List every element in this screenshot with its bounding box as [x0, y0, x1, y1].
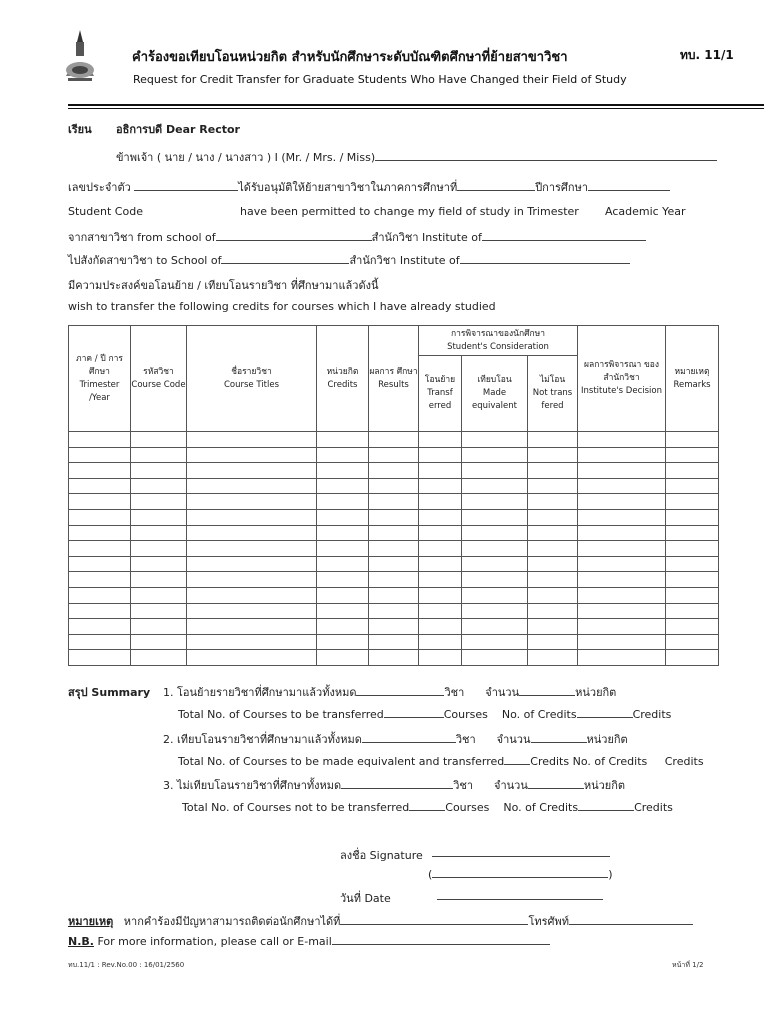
- header-student-consideration: การพิจารณาของนักศึกษา Student's Consideration: [419, 326, 578, 356]
- header-divider-thin: [68, 108, 764, 109]
- summary-label: สรุป Summary: [68, 686, 151, 699]
- table-row[interactable]: [69, 634, 719, 650]
- academic-year-label-th: ปีการศึกษา: [535, 181, 589, 194]
- note-label-en: N.B.: [68, 935, 94, 948]
- summary-item2-en[interactable]: Total No. of Courses to be made equivalent and transferred Credits No. of Credits Credits: [178, 755, 704, 768]
- table-row[interactable]: [69, 432, 719, 448]
- date-label: วันที่ Date: [340, 892, 391, 905]
- form-title-thai: คำร้องขอเทียบโอนหน่วยกิต สำหรับนักศึกษาระดับบัณฑิตศึกษาที่ย้ายสาขาวิชา: [132, 50, 568, 65]
- form-title-english: Request for Credit Transfer for Graduate Students Who Have Changed their Field of Study: [133, 73, 627, 86]
- header-institute-decision: ผลการพิจารณา ของสำนักวิชา Institute's Decision: [578, 326, 666, 432]
- name-label: ข้าพเจ้า ( นาย / นาง / นางสาว ) I (Mr. / Mrs. / Miss): [116, 151, 376, 164]
- to-institute-label: สำนักวิชา Institute of: [349, 254, 460, 267]
- salutation-value: อธิการบดี Dear Rector: [116, 123, 240, 136]
- summary-item3-en[interactable]: Total No. of Courses not to be transferred Courses No. of Credits Credits: [182, 801, 673, 814]
- table-row[interactable]: [69, 478, 719, 494]
- permitted-label-th: ได้รับอนุมัติให้ย้ายสาขาวิชาในภาคการศึกษาที่: [238, 181, 458, 194]
- table-row[interactable]: [69, 619, 719, 635]
- signature-name-field[interactable]: ( ): [428, 868, 613, 881]
- permitted-label-en: have been permitted to change my field of study in Trimester: [240, 205, 579, 218]
- to-school-label: ไปสังกัดสาขาวิชา to School of: [68, 254, 222, 267]
- table-row[interactable]: [69, 525, 719, 541]
- student-code-label-th: เลขประจำตัว: [68, 181, 131, 194]
- signature-line[interactable]: [432, 846, 610, 860]
- header-divider: [68, 104, 764, 106]
- note-en[interactable]: N.B. For more information, please call or E-mail: [68, 934, 550, 948]
- table-row[interactable]: [69, 447, 719, 463]
- table-row[interactable]: [69, 556, 719, 572]
- course-transfer-table: [68, 325, 719, 666]
- note-th[interactable]: หมายเหตุ หากคำร้องมีปัญหาสามารถติดต่อนักศึกษาได้ที่ โทรศัพท์: [68, 912, 693, 930]
- note-label-th: หมายเหตุ: [68, 915, 114, 928]
- summary-item2-th[interactable]: 2. เทียบโอนรายวิชาที่ศึกษามาแล้วทั้งหมด วิชา จำนวน หน่วยกิต: [163, 733, 628, 746]
- table-row[interactable]: [69, 587, 719, 603]
- footer-revision: ทบ.11/1 : Rev.No.00 : 16/01/2560: [68, 961, 185, 969]
- table-row[interactable]: [69, 463, 719, 479]
- date-line[interactable]: [437, 889, 603, 903]
- header-transferred: โอนย้าย Transf erred: [419, 356, 462, 432]
- wish-text-en: wish to transfer the following credits for courses which I have already studied: [68, 300, 496, 313]
- header-equivalent: เทียบโอน Made equivalent: [462, 356, 528, 432]
- header-not-transferred: ไม่โอน Not trans fered: [528, 356, 578, 432]
- summary-item3-th[interactable]: 3. ไม่เทียบโอนรายวิชาที่ศึกษาทั้งหมด วิชา จำนวน หน่วยกิต: [163, 779, 626, 792]
- salutation-label: เรียน: [68, 123, 92, 136]
- university-seal-icon: [60, 28, 100, 84]
- from-school-label: จากสาขาวิชา from school of: [68, 231, 216, 244]
- summary-item1-en[interactable]: Total No. of Courses to be transferred Courses No. of Credits Credits: [178, 708, 672, 721]
- table-row[interactable]: [69, 509, 719, 525]
- name-field[interactable]: [116, 148, 717, 166]
- table-row[interactable]: [69, 650, 719, 666]
- table-row[interactable]: [69, 572, 719, 588]
- header-results: ผลการ ศึกษา Results: [369, 326, 419, 432]
- academic-year-label-en: Academic Year: [605, 205, 686, 218]
- summary-item1-th[interactable]: 1. โอนย้ายรายวิชาที่ศึกษามาแล้วทั้งหมด วิชา จำนวน หน่วยกิต: [163, 686, 617, 699]
- wish-text-th: มีความประสงค์ขอโอนย้าย / เทียบโอนรายวิชา ที่ศึกษามาแล้วดังนี้: [68, 279, 379, 292]
- student-code-label-en: Student Code: [68, 205, 143, 218]
- form-code: ทบ. 11/1: [680, 48, 734, 62]
- from-institute-label: สำนักวิชา Institute of: [371, 231, 482, 244]
- header-credits: หน่วยกิต Credits: [317, 326, 369, 432]
- header-course-title: ชื่อรายวิชา Course Titles: [187, 326, 317, 432]
- table-row[interactable]: [69, 541, 719, 557]
- header-term: ภาค / ปี การศึกษา Trimester /Year: [69, 326, 131, 432]
- footer-page-number: หน้าที่ 1/2: [672, 961, 704, 969]
- header-remarks: หมายเหตุ Remarks: [666, 326, 719, 432]
- signature-label: ลงชื่อ Signature: [340, 849, 423, 862]
- table-row[interactable]: [69, 494, 719, 510]
- student-code-row-th[interactable]: [68, 178, 670, 196]
- table-row[interactable]: [69, 603, 719, 619]
- to-school-row[interactable]: [68, 251, 630, 269]
- header-course-code: รหัสวิชา Course Code: [131, 326, 187, 432]
- from-school-row[interactable]: [68, 228, 646, 246]
